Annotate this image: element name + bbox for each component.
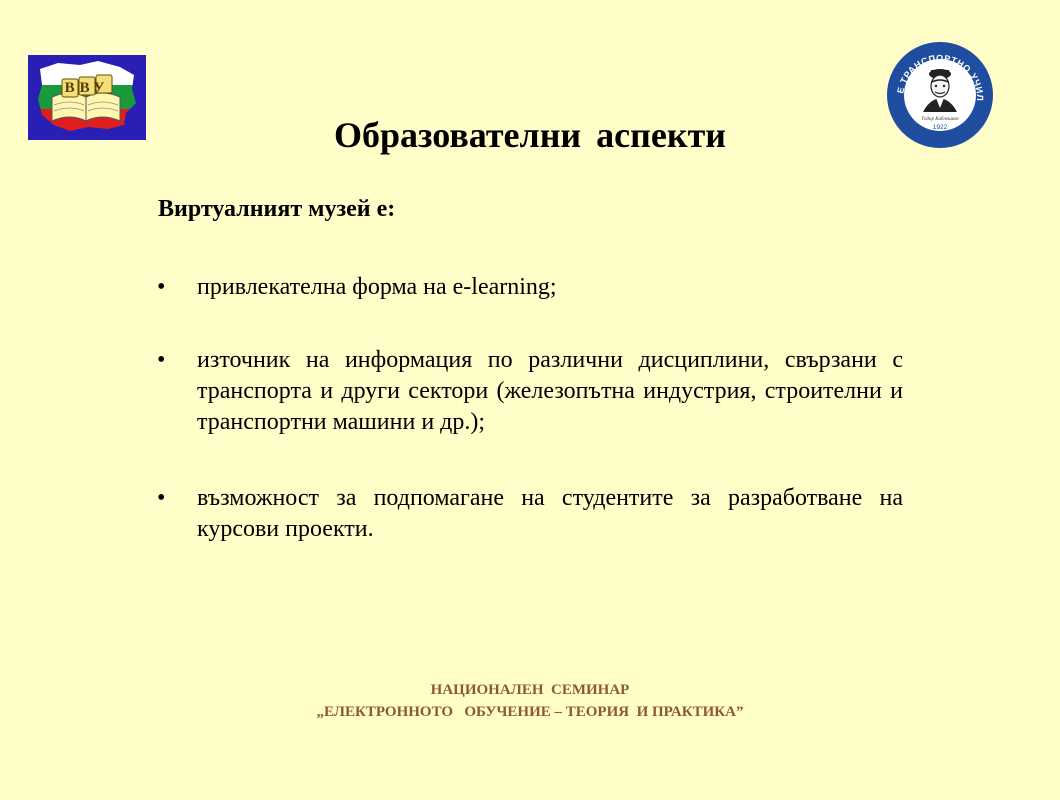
bullet-text: привлекателна форма на e-learning; bbox=[197, 274, 557, 300]
slide-title: Образователни аспекти bbox=[333, 115, 727, 155]
seal-signature: Тодор Каблешков bbox=[921, 117, 959, 122]
bullet-text: възможност за подпомагане на студентите за разработване на курсови проекти. bbox=[197, 485, 903, 542]
bullet-dot-icon: • bbox=[157, 274, 166, 300]
slide-subtitle: Виртуалният музей е: bbox=[158, 196, 396, 222]
seal-ring-text: Е ТРАНСПОРТНО УЧИЛ bbox=[895, 52, 986, 102]
bullet-list bbox=[155, 272, 903, 587]
bullet-item bbox=[155, 345, 903, 438]
footer-line-2: „ЕЛЕКТРОННОТО ОБУЧЕНИЕ – ТЕОРИЯ И ПРАКТИКА” bbox=[316, 704, 744, 720]
footer-line-1: НАЦИОНАЛЕН СЕМИНАР bbox=[430, 682, 630, 698]
bullet-item bbox=[155, 272, 903, 303]
bullet-item bbox=[155, 483, 903, 545]
logo-letters: ВВУ bbox=[64, 80, 110, 96]
bullet-text: източник на информация по различни дисциплини, свързани с транспорта и други сектори (железопътна индустрия, строителни и транспортни машини и др.); bbox=[197, 347, 903, 435]
footer bbox=[0, 679, 1060, 723]
seal-year: 1922 bbox=[932, 124, 948, 131]
bullet-dot-icon: • bbox=[157, 485, 166, 511]
bullet-dot-icon: • bbox=[157, 347, 166, 373]
